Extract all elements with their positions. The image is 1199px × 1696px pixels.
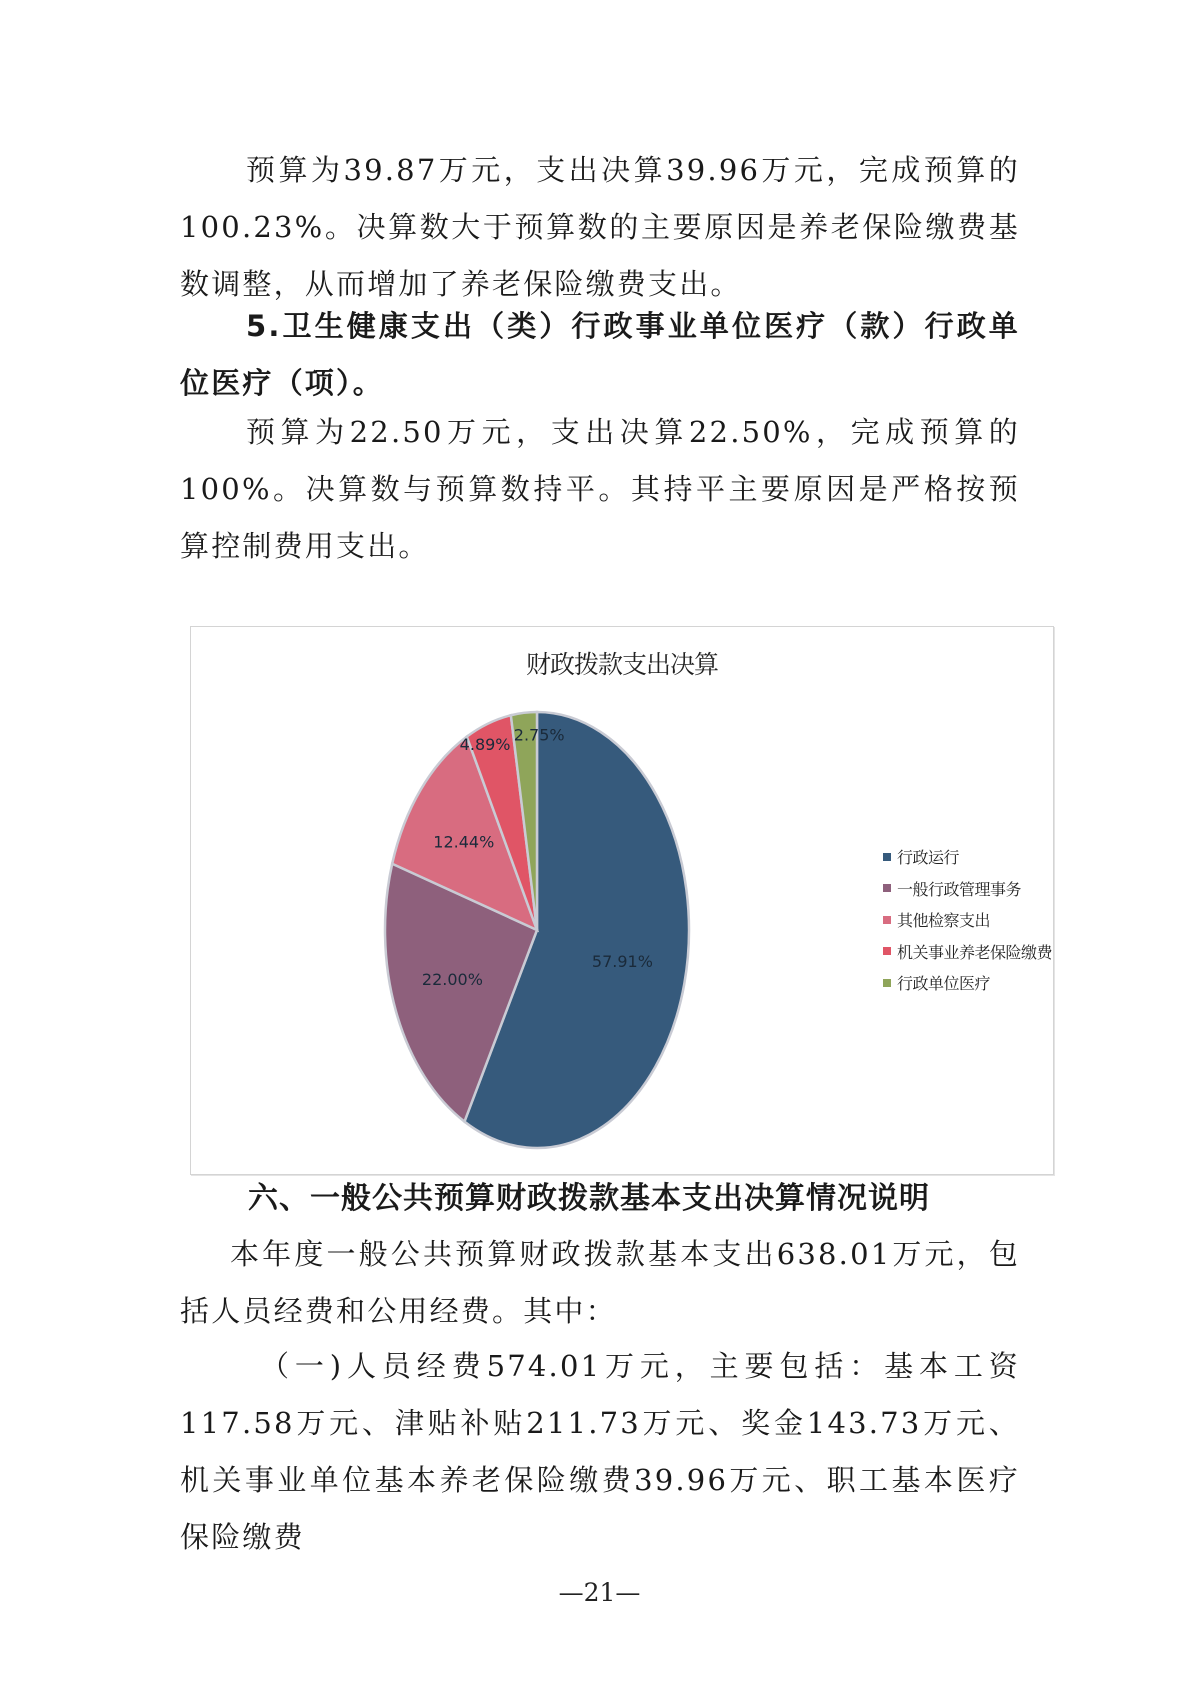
paragraph-pension-budget: 预算为39.87万元，支出决算39.96万元，完成预算的100.23%。决算数大于预算数的主要原因是养老保险缴费基数调整，从而增加了养老保险缴费支出。 [180,153,1020,301]
legend-item-5 [883,967,1052,999]
page-number: —21— [558,1578,641,1607]
legend-item-2 [883,873,1052,905]
legend-item-1 [883,841,1052,873]
legend-label: 行政单位医疗 [897,974,991,994]
legend-swatch [883,947,891,955]
legend-label: 其他检察支出 [897,911,991,931]
paragraph-health-heading: 5.卫生健康支出（类）行政事业单位医疗（款）行政单位医疗（项）。 [180,309,1020,400]
pie-label-1: 57.91% [591,952,653,972]
pie-label-5: 2.75% [513,725,565,745]
legend-swatch [883,979,891,987]
pie-label-3: 12.44% [433,832,495,852]
section-heading: 六、一般公共预算财政拨款基本支出决算情况说明 [248,1181,930,1216]
pie-label-4: 4.89% [459,735,511,755]
legend-swatch [883,916,891,924]
chart-title: 财政拨款支出决算 [525,650,718,679]
legend-label: 机关事业养老保险缴费 [897,942,1053,962]
paragraph-personnel-expenses: （一)人员经费574.01万元，主要包括：基本工资117.58万元、津贴补贴211.73万元、奖金143.73万元、机关事业单位基本养老保险缴费39.96万元、职工基本医疗保险缴费 [180,1349,1020,1554]
legend-item-3 [883,904,1052,936]
paragraph-basic-expenditure: 本年度一般公共预算财政拨款基本支出638.01万元，包括人员经费和公用经费。其中： [180,1237,1020,1328]
legend-item-4 [883,936,1052,968]
legend-swatch [883,884,891,892]
pie-chart [190,626,1054,1175]
pie-label-2: 22.00% [421,969,483,989]
legend-label: 行政运行 [897,848,960,868]
chart-legend [883,841,1052,999]
paragraph-health-budget: 预算为22.50万元，支出决算22.50%，完成预算的100%。决算数与预算数持平。其持平主要原因是严格按预算控制费用支出。 [180,415,1020,563]
legend-swatch [883,853,891,861]
legend-label: 一般行政管理事务 [897,879,1022,899]
